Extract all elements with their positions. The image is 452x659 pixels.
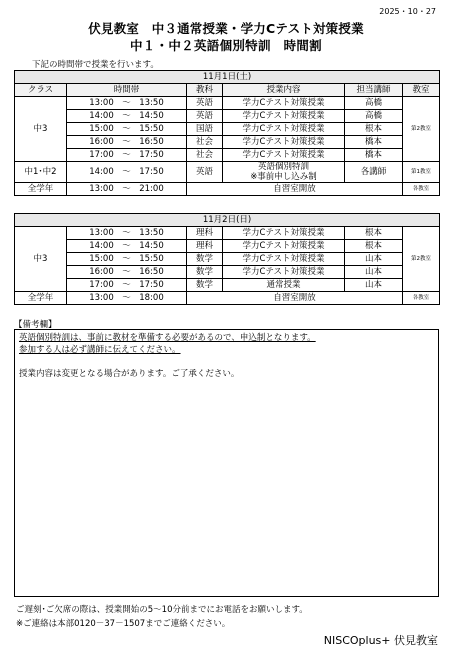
- table-row: [15, 266, 440, 279]
- time-cell: 14:00 ～ 14:50: [67, 240, 187, 253]
- content-line-1: 英語個別特訓: [257, 162, 309, 172]
- table-row-all-grades: [15, 183, 440, 196]
- subject-cell: 理科: [187, 227, 223, 240]
- subject-cell: 英語: [187, 97, 223, 110]
- class-cell: 中3: [15, 227, 67, 292]
- table-row: [15, 227, 440, 240]
- schedule-table-day1: [14, 70, 440, 196]
- subject-cell: 社会: [187, 149, 223, 162]
- header-room: 教室: [403, 84, 440, 97]
- class-cell: 中1･中2: [15, 162, 67, 183]
- time-cell: 13:00 ～ 21:00: [67, 183, 187, 196]
- table-row: [15, 279, 440, 292]
- time-cell: 17:00 ～ 17:50: [67, 149, 187, 162]
- class-cell: 全学年: [15, 292, 67, 305]
- subject-cell: 数学: [187, 279, 223, 292]
- content-cell: 自習室開放: [187, 292, 403, 305]
- table-row: [15, 110, 440, 123]
- table-row: [15, 97, 440, 110]
- room-cell: 第1教室: [403, 162, 440, 183]
- intro-text: 下記の時間帯で授業を行います。: [32, 60, 159, 70]
- time-cell: 17:00 ～ 17:50: [67, 279, 187, 292]
- teacher-cell: 根本: [345, 123, 403, 136]
- teacher-cell: 根本: [345, 227, 403, 240]
- subject-cell: 国語: [187, 123, 223, 136]
- table-row: [15, 240, 440, 253]
- class-cell: 中3: [15, 97, 67, 162]
- content-cell: 学力Cテスト対策授業: [223, 266, 345, 279]
- room-cell: 各教室: [403, 292, 440, 305]
- content-cell: 学力Cテスト対策授業: [223, 136, 345, 149]
- subject-cell: 数学: [187, 266, 223, 279]
- notes-box: [14, 329, 439, 597]
- teacher-cell: 山本: [345, 253, 403, 266]
- footer-contact-note: ご遅刻･ご欠席の際は、授業開始の5～10分前までにお電話をお願いします。: [16, 605, 308, 615]
- schedule-table-day2: [14, 213, 440, 305]
- content-cell: 自習室開放: [187, 183, 403, 196]
- time-cell: 13:00 ～ 13:50: [67, 97, 187, 110]
- day-header-row: [15, 214, 440, 227]
- print-date: 2025・10・27: [379, 7, 436, 16]
- table-row: [15, 253, 440, 266]
- title-line-1: 伏見教室 中３通常授業・学力Cテスト対策授業: [88, 21, 364, 36]
- day-label: 11月1日(土): [15, 71, 440, 84]
- content-cell: 学力Cテスト対策授業: [223, 253, 345, 266]
- table-row: [15, 123, 440, 136]
- teacher-cell: 山本: [345, 266, 403, 279]
- content-cell: [223, 162, 345, 183]
- content-line-2: ※事前申し込み制: [250, 172, 317, 182]
- table-row-special: [15, 162, 440, 183]
- room-cell: 第2教室: [403, 227, 440, 292]
- time-cell: 14:00 ～ 14:50: [67, 110, 187, 123]
- content-cell: 学力Cテスト対策授業: [223, 97, 345, 110]
- time-cell: 15:00 ～ 15:50: [67, 253, 187, 266]
- teacher-cell: 橋本: [345, 149, 403, 162]
- subject-cell: 理科: [187, 240, 223, 253]
- day-label: 11月2日(日): [15, 214, 440, 227]
- header-class: クラス: [15, 84, 67, 97]
- content-cell: 学力Cテスト対策授業: [223, 149, 345, 162]
- notes-line-3: 授業内容は変更となる場合があります。ご了承ください。: [19, 369, 240, 379]
- day-header-row: [15, 71, 440, 84]
- notes-line-1: 英語個別特訓は、事前に教材を準備する必要があるので、申込制となります。: [19, 333, 316, 343]
- time-cell: 13:00 ～ 13:50: [67, 227, 187, 240]
- subject-cell: 数学: [187, 253, 223, 266]
- notes-label: 【備考欄】: [14, 320, 57, 330]
- time-cell: 15:00 ～ 15:50: [67, 123, 187, 136]
- teacher-cell: 高橋: [345, 97, 403, 110]
- content-cell: 学力Cテスト対策授業: [223, 240, 345, 253]
- header-subject: 教科: [187, 84, 223, 97]
- title-line-2: 中１・中２英語個別特訓 時間割: [129, 38, 322, 53]
- footer-phone-note: ※ご連絡は本部0120－37－1507までご連絡ください。: [16, 619, 231, 629]
- time-cell: 16:00 ～ 16:50: [67, 266, 187, 279]
- teacher-cell: 橋本: [345, 136, 403, 149]
- time-cell: 13:00 ～ 18:00: [67, 292, 187, 305]
- table-row: [15, 136, 440, 149]
- teacher-cell: 各講師: [345, 162, 403, 183]
- content-cell: 通常授業: [223, 279, 345, 292]
- subject-cell: 社会: [187, 136, 223, 149]
- time-cell: 16:00 ～ 16:50: [67, 136, 187, 149]
- class-cell: 全学年: [15, 183, 67, 196]
- header-content: 授業内容: [223, 84, 345, 97]
- room-cell: 第2教室: [403, 97, 440, 162]
- time-cell: 14:00 ～ 17:50: [67, 162, 187, 183]
- content-cell: 学力Cテスト対策授業: [223, 110, 345, 123]
- subject-cell: 英語: [187, 162, 223, 183]
- teacher-cell: 高橋: [345, 110, 403, 123]
- content-cell: 学力Cテスト対策授業: [223, 123, 345, 136]
- teacher-cell: 根本: [345, 240, 403, 253]
- content-cell: 学力Cテスト対策授業: [223, 227, 345, 240]
- table-row: [15, 149, 440, 162]
- table-row-all-grades: [15, 292, 440, 305]
- brand-name: NISCOplus+ 伏見教室: [323, 634, 438, 647]
- header-teacher: 担当講師: [345, 84, 403, 97]
- column-header-row: [15, 84, 440, 97]
- header-time: 時間帯: [67, 84, 187, 97]
- teacher-cell: 山本: [345, 279, 403, 292]
- room-cell: 各教室: [403, 183, 440, 196]
- notes-line-2: 参加する人は必ず講師に伝えてください。: [19, 345, 181, 355]
- subject-cell: 英語: [187, 110, 223, 123]
